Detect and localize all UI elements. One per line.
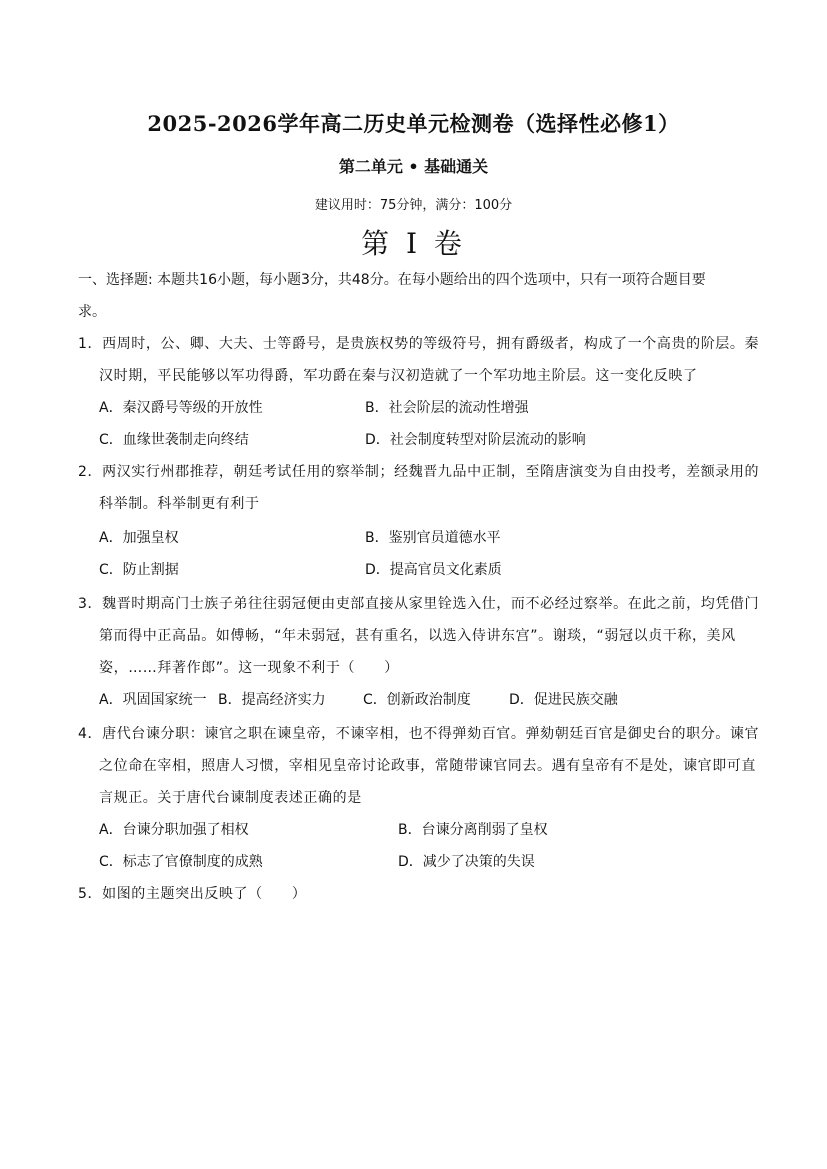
section-instructions-line2: 求。: [78, 304, 106, 320]
q3-stem-line1: 3．魏晋时期高门士族子弟往往弱冠便由吏部直接从家里铨选入仕，而不必经过察举。在此之前，均凭借门: [78, 596, 760, 612]
q1-stem-line1: 1．西周时，公、卿、大夫、士等爵号，是贵族权势的等级符号，拥有爵级者，构成了一个高贵的阶层。秦: [78, 336, 760, 352]
q1-option-c[interactable]: C．血缘世袭制走向终结: [99, 432, 249, 448]
q1-stem-line2: 汉时期，平民能够以军功得爵，军功爵在秦与汉初造就了一个军功地主阶层。这一变化反映了: [99, 368, 698, 384]
q4-stem-line2: 之位命在宰相，照唐人习惯，宰相见皇帝讨论政事，常随带谏官同去。遇有皇帝有不是处，谏官即可直: [99, 758, 756, 774]
time-score-advice: 建议用时：75分钟，满分：100分: [314, 198, 513, 213]
q3-option-c[interactable]: C．创新政治制度: [363, 692, 471, 708]
volume-heading: 第 I 卷: [361, 227, 466, 260]
q4-stem-line3: 言规正。关于唐代台谏制度表述正确的是: [99, 790, 362, 806]
q3-option-a[interactable]: A．巩固国家统一: [99, 692, 207, 708]
q4-option-c[interactable]: C．标志了官僚制度的成熟: [99, 854, 263, 870]
q4-option-d[interactable]: D．减少了决策的失误: [398, 854, 535, 870]
q4-option-a[interactable]: A．台谏分职加强了相权: [99, 822, 249, 838]
q1-option-a[interactable]: A．秦汉爵号等级的开放性: [99, 400, 263, 416]
q2-option-a[interactable]: A．加强皇权: [99, 530, 179, 546]
section-instructions-line1: 一、选择题: 本题共16小题，每小题3分，共48分。在每小题给出的四个选项中，只有一项符合题目要: [78, 272, 706, 288]
q3-stem-line3: 姿，……拜著作郎”。这一现象不利于（ ）: [99, 660, 399, 676]
q2-option-c[interactable]: C．防止割据: [99, 562, 179, 578]
q2-stem-line2: 科举制。科举制更有利于: [99, 496, 260, 512]
q2-stem-line1: 2．两汉实行州郡推荐，朝廷考试任用的察举制；经魏晋九品中正制，至隋唐演变为自由投考，差额录用的: [78, 464, 760, 480]
q3-stem-line2: 第而得中正高品。如傅畅，“年未弱冠，甚有重名，以选入侍讲东宫”。谢琰，“弱冠以贞干称，美风: [99, 628, 736, 644]
exam-title: 2025-2026学年高二历史单元检测卷（选择性必修1）: [147, 111, 680, 136]
q2-option-d[interactable]: D．提高官员文化素质: [365, 562, 502, 578]
q4-option-b[interactable]: B．台谏分离削弱了皇权: [398, 822, 548, 838]
q5-stem-line1: 5．如图的主题突出反映了（ ）: [78, 886, 307, 902]
q4-stem-line1: 4．唐代台谏分职：谏官之职在谏皇帝，不谏宰相，也不得弹劾百官。弹劾朝廷百官是御史台的职分。谏官: [78, 726, 760, 742]
q1-option-d[interactable]: D．社会制度转型对阶层流动的影响: [365, 432, 586, 448]
unit-subtitle: 第二单元 • 基础通关: [338, 157, 489, 176]
q3-option-d[interactable]: D．促进民族交融: [509, 692, 618, 708]
q3-option-b[interactable]: B．提高经济实力: [218, 692, 326, 708]
q2-option-b[interactable]: B．鉴别官员道德水平: [365, 530, 501, 546]
q1-option-b[interactable]: B．社会阶层的流动性增强: [365, 400, 529, 416]
